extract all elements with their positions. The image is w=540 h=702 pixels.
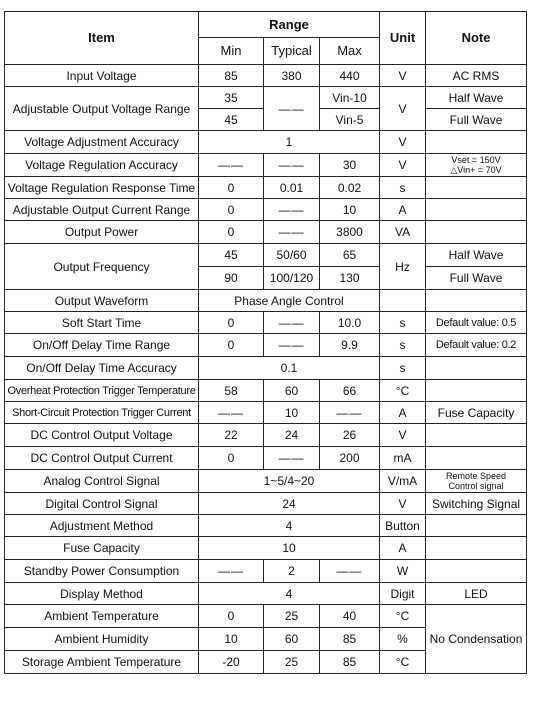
min-cell: —— <box>199 402 264 424</box>
table-row <box>5 583 527 605</box>
unit-cell: mA <box>380 447 426 470</box>
min-cell: 0 <box>199 199 264 221</box>
item-cell: Input Voltage <box>5 65 199 87</box>
range-value-cell: Phase Angle Control <box>199 290 380 312</box>
typical-cell: 50/60 <box>264 244 320 267</box>
unit-cell: Button <box>380 515 426 537</box>
unit-cell: A <box>380 402 426 424</box>
min-cell: 10 <box>199 628 264 651</box>
max-cell: 3800 <box>320 221 380 244</box>
note-cell <box>426 560 527 583</box>
unit-cell: °C <box>380 605 426 628</box>
min-cell: —— <box>199 560 264 583</box>
unit-cell: s <box>380 177 426 199</box>
note-cell: Default value: 0.5 <box>426 312 527 334</box>
range-value-cell: 10 <box>199 537 380 560</box>
range-value-cell: 4 <box>199 515 380 537</box>
note-cell: LED <box>426 583 527 605</box>
typical-cell: 60 <box>264 628 320 651</box>
col-header-max: Max <box>320 38 380 65</box>
note-cell <box>426 380 527 402</box>
table-row <box>5 177 527 199</box>
min-cell: 0 <box>199 221 264 244</box>
item-cell: Digital Control Signal <box>5 493 199 515</box>
item-cell: Display Method <box>5 583 199 605</box>
unit-cell: Hz <box>380 244 426 290</box>
max-cell: 65 <box>320 244 380 267</box>
max-cell: 200 <box>320 447 380 470</box>
note-line: △Vin+ = 70V <box>450 165 502 175</box>
note-cell <box>426 221 527 244</box>
unit-cell: V <box>380 154 426 177</box>
unit-cell: A <box>380 199 426 221</box>
range-value-cell: 0.1 <box>199 357 380 380</box>
unit-cell: V <box>380 493 426 515</box>
note-cell <box>426 177 527 199</box>
table-row <box>5 65 527 87</box>
item-cell: DC Control Output Current <box>5 447 199 470</box>
max-cell: 85 <box>320 651 380 674</box>
max-cell: 10 <box>320 199 380 221</box>
range-value-cell: 1 <box>199 131 380 154</box>
typical-cell: —— <box>264 87 320 131</box>
unit-cell <box>380 290 426 312</box>
table-row <box>5 537 527 560</box>
item-cell: Voltage Adjustment Accuracy <box>5 131 199 154</box>
note-cell <box>426 424 527 447</box>
unit-cell: °C <box>380 651 426 674</box>
typical-cell: 25 <box>264 605 320 628</box>
min-cell: -20 <box>199 651 264 674</box>
table-row <box>5 447 527 470</box>
min-cell: 85 <box>199 65 264 87</box>
note-line: Control signal <box>448 481 504 491</box>
typical-cell: —— <box>264 199 320 221</box>
col-header-unit: Unit <box>380 12 426 65</box>
table-row <box>5 244 527 267</box>
item-cell: Standby Power Consumption <box>5 560 199 583</box>
typical-cell: —— <box>264 334 320 357</box>
note-cell: AC RMS <box>426 65 527 87</box>
typical-cell: 24 <box>264 424 320 447</box>
item-cell: On/Off Delay Time Accuracy <box>5 357 199 380</box>
min-cell: 90 <box>199 267 264 290</box>
note-cell: Full Wave <box>426 109 527 131</box>
max-cell: Vin-5 <box>320 109 380 131</box>
note-line: Vset = 150V <box>451 155 501 165</box>
typical-cell: —— <box>264 154 320 177</box>
unit-cell: V <box>380 65 426 87</box>
typical-cell: 380 <box>264 65 320 87</box>
col-header-range: Range <box>199 12 380 38</box>
min-cell: 35 <box>199 87 264 109</box>
min-cell: 22 <box>199 424 264 447</box>
note-cell <box>426 470 527 493</box>
unit-cell: s <box>380 312 426 334</box>
item-cell: Ambient Humidity <box>5 628 199 651</box>
unit-cell: VA <box>380 221 426 244</box>
unit-cell: V <box>380 87 426 131</box>
col-header-typical: Typical <box>264 38 320 65</box>
max-cell: 85 <box>320 628 380 651</box>
table-row <box>5 357 527 380</box>
typical-cell: —— <box>264 312 320 334</box>
note-cell: Half Wave <box>426 244 527 267</box>
unit-cell: V <box>380 424 426 447</box>
note-cell: Full Wave <box>426 267 527 290</box>
max-cell: 30 <box>320 154 380 177</box>
range-value-cell: 24 <box>199 493 380 515</box>
table-header-row <box>5 12 527 38</box>
item-cell: Adjustable Output Voltage Range <box>5 87 199 131</box>
note-cell: Switching Signal <box>426 493 527 515</box>
typical-cell: 2 <box>264 560 320 583</box>
item-cell: Analog Control Signal <box>5 470 199 493</box>
min-cell: 0 <box>199 447 264 470</box>
item-cell: Fuse Capacity <box>5 537 199 560</box>
min-cell: 45 <box>199 244 264 267</box>
max-cell: 40 <box>320 605 380 628</box>
min-cell: 0 <box>199 605 264 628</box>
item-cell: Voltage Regulation Response Time <box>5 177 199 199</box>
item-cell: Storage Ambient Temperature <box>5 651 199 674</box>
table-row <box>5 312 527 334</box>
table-row <box>5 380 527 402</box>
note-cell <box>426 290 527 312</box>
typical-cell: 100/120 <box>264 267 320 290</box>
item-cell: Output Power <box>5 221 199 244</box>
note-cell <box>426 357 527 380</box>
item-cell: DC Control Output Voltage <box>5 424 199 447</box>
unit-cell: V <box>380 131 426 154</box>
table-row <box>5 493 527 515</box>
table-row <box>5 154 527 177</box>
typical-cell: 25 <box>264 651 320 674</box>
note-cell <box>426 515 527 537</box>
min-cell: 0 <box>199 312 264 334</box>
table-row <box>5 560 527 583</box>
typical-cell: 60 <box>264 380 320 402</box>
item-cell: Output Waveform <box>5 290 199 312</box>
range-value-cell: 4 <box>199 583 380 605</box>
item-cell: Adjustment Method <box>5 515 199 537</box>
item-cell: Soft Start Time <box>5 312 199 334</box>
min-cell: 58 <box>199 380 264 402</box>
unit-cell: A <box>380 537 426 560</box>
max-cell: —— <box>320 402 380 424</box>
item-cell: Ambient Temperature <box>5 605 199 628</box>
range-value-cell: 1~5/4~20 <box>199 470 380 493</box>
note-cell <box>426 447 527 470</box>
table-row <box>5 605 527 628</box>
table-row <box>5 290 527 312</box>
note-cell <box>426 199 527 221</box>
table-row <box>5 87 527 109</box>
note-cell: Half Wave <box>426 87 527 109</box>
unit-cell: °C <box>380 380 426 402</box>
item-cell: Adjustable Output Current Range <box>5 199 199 221</box>
min-cell: 45 <box>199 109 264 131</box>
item-cell: Overheat Protection Trigger Temperature <box>5 380 199 402</box>
max-cell: 26 <box>320 424 380 447</box>
max-cell: 440 <box>320 65 380 87</box>
note-cell: Default value: 0.2 <box>426 334 527 357</box>
col-header-min: Min <box>199 38 264 65</box>
note-cell <box>426 537 527 560</box>
table-row <box>5 199 527 221</box>
max-cell: —— <box>320 560 380 583</box>
unit-cell: V/mA <box>380 470 426 493</box>
unit-cell: W <box>380 560 426 583</box>
max-cell: 66 <box>320 380 380 402</box>
unit-cell: Digit <box>380 583 426 605</box>
col-header-note: Note <box>426 12 527 65</box>
min-cell: —— <box>199 154 264 177</box>
min-cell: 0 <box>199 177 264 199</box>
typical-cell: 0.01 <box>264 177 320 199</box>
table-row <box>5 515 527 537</box>
item-cell: Voltage Regulation Accuracy <box>5 154 199 177</box>
note-cell: No Condensation <box>426 605 527 674</box>
max-cell: 9.9 <box>320 334 380 357</box>
max-cell: 0.02 <box>320 177 380 199</box>
typical-cell: —— <box>264 221 320 244</box>
note-line: Remote Speed <box>445 471 507 481</box>
typical-cell: 10 <box>264 402 320 424</box>
item-cell: Short-Circuit Protection Trigger Current <box>5 402 199 424</box>
table-row <box>5 221 527 244</box>
max-cell: Vin-10 <box>320 87 380 109</box>
table-row <box>5 424 527 447</box>
note-cell: Fuse Capacity <box>426 402 527 424</box>
table-row <box>5 402 527 424</box>
spec-table <box>4 11 527 674</box>
note-cell <box>426 131 527 154</box>
max-cell: 130 <box>320 267 380 290</box>
item-cell: On/Off Delay Time Range <box>5 334 199 357</box>
table-row <box>5 334 527 357</box>
col-header-item: Item <box>5 12 199 65</box>
unit-cell: % <box>380 628 426 651</box>
table-row <box>5 470 527 493</box>
unit-cell: s <box>380 334 426 357</box>
table-row <box>5 131 527 154</box>
max-cell: 10.0 <box>320 312 380 334</box>
unit-cell: s <box>380 357 426 380</box>
typical-cell: —— <box>264 447 320 470</box>
note-cell <box>426 154 527 177</box>
min-cell: 0 <box>199 334 264 357</box>
item-cell: Output Frequency <box>5 244 199 290</box>
